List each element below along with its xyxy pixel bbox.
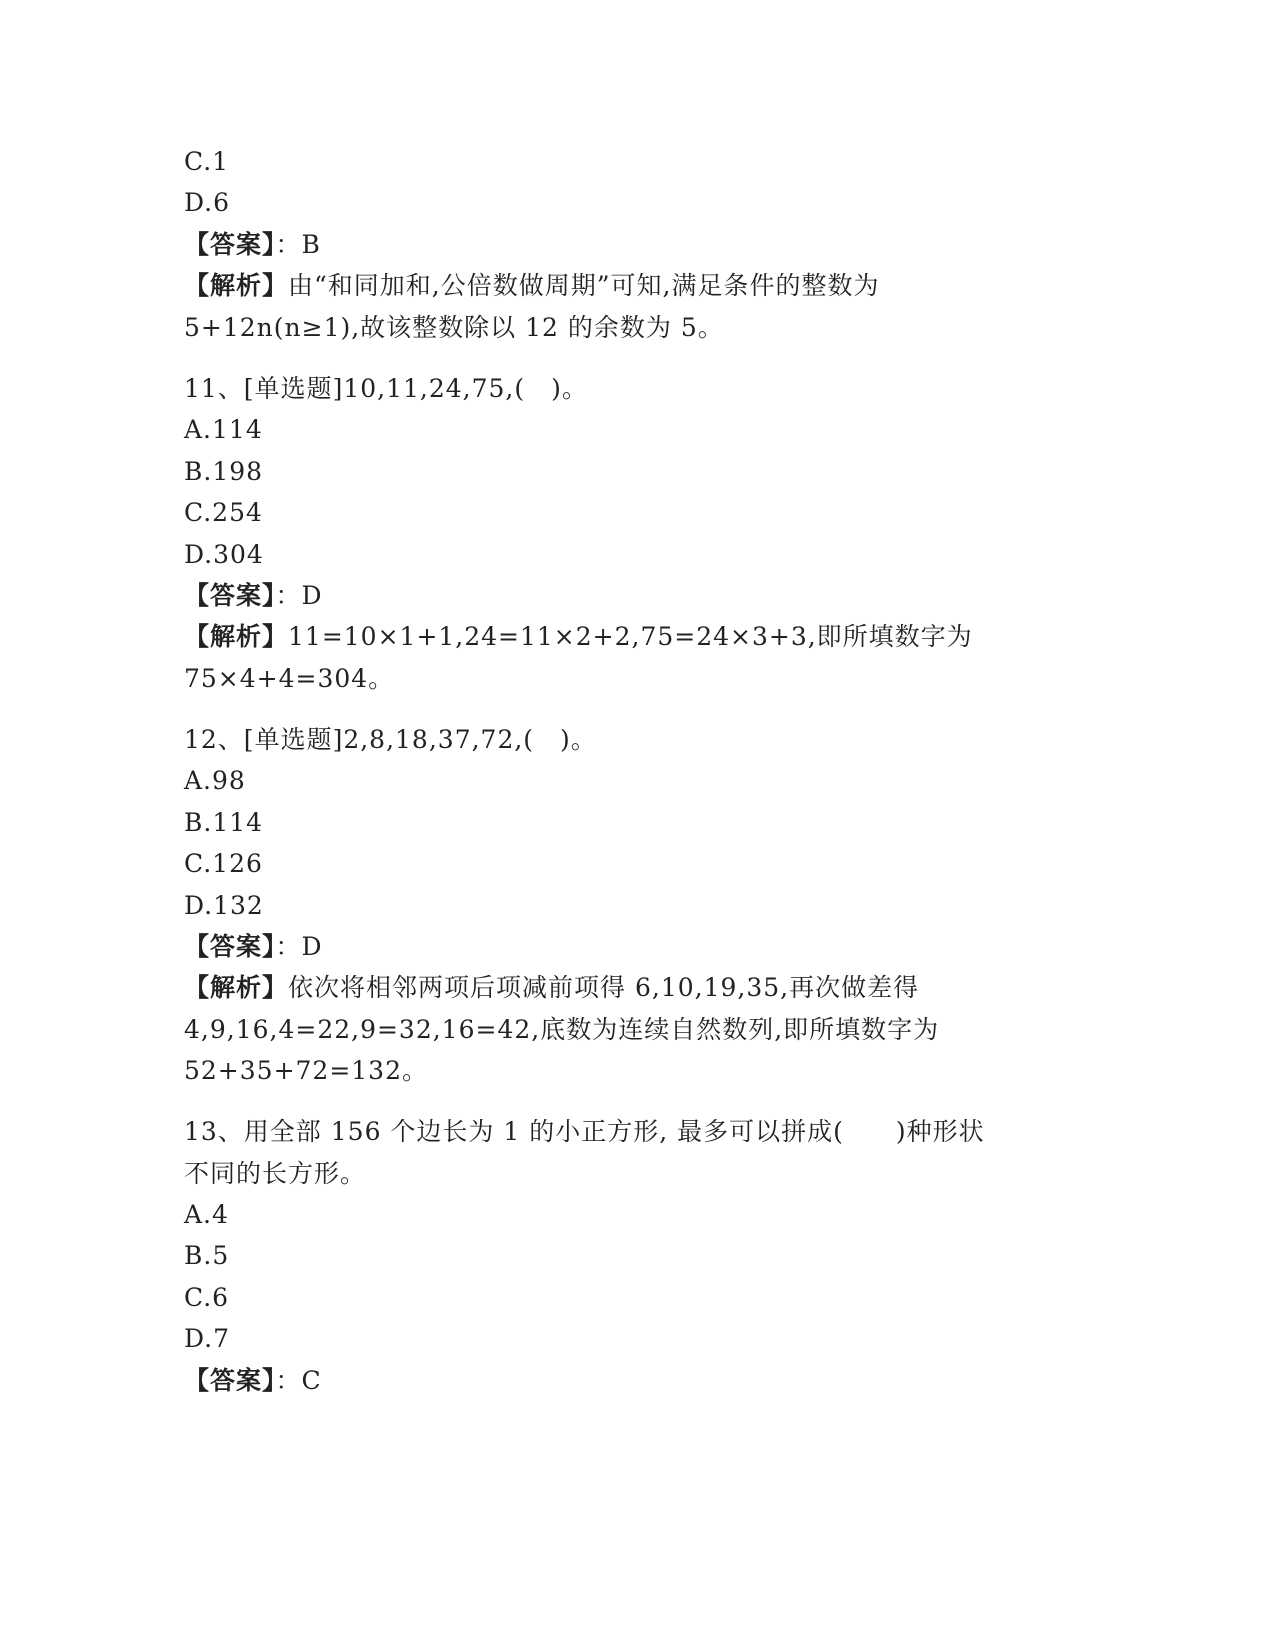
q13-option-b: B.5 (184, 1241, 230, 1270)
analysis-label: 【解析】 (184, 973, 289, 1002)
q11-analysis-line (184, 621, 973, 653)
answer-value: ：B (275, 230, 321, 259)
analysis-label: 【解析】 (184, 622, 289, 651)
analysis-line-2: 5+12n(n≥1),故该整数除以 12 的余数为 5。 (184, 313, 724, 342)
answer-value: ：C (275, 1366, 322, 1395)
q12-option-d: D.132 (184, 891, 264, 920)
q11-analysis-line-2: 75×4+4=304。 (184, 664, 395, 693)
question-12-stem: 12、[单选题]2,8,18,37,72,( )。 (184, 725, 597, 754)
q12-analysis-line (184, 972, 919, 1004)
q11-answer-line (184, 580, 323, 612)
q11-option-b: B.198 (184, 457, 264, 486)
answer-value: ：D (275, 581, 323, 610)
analysis-text: 由“和同加和,公倍数做周期”可知,满足条件的整数为 (288, 271, 880, 300)
analysis-line (184, 270, 879, 302)
answer-label: 【答案】 (184, 230, 276, 259)
analysis-label: 【解析】 (184, 271, 289, 300)
q12-analysis-line-2: 4,9,16,4=22,9=32,16=42,底数为连续自然数列,即所填数字为 (184, 1015, 940, 1044)
question-13-stem: 13、用全部 156 个边长为 1 的小正方形, 最多可以拼成( )种形状 (184, 1117, 985, 1146)
q12-analysis-line-3: 52+35+72=132。 (184, 1056, 428, 1085)
q12-option-a: A.98 (184, 766, 246, 795)
answer-line (184, 229, 321, 261)
answer-label: 【答案】 (184, 932, 276, 961)
q12-answer-line (184, 931, 323, 963)
q13-option-d: D.7 (184, 1324, 231, 1353)
answer-label: 【答案】 (184, 1366, 276, 1395)
option-c: C.1 (184, 147, 230, 176)
q12-option-c: C.126 (184, 849, 263, 878)
q11-option-c: C.254 (184, 498, 263, 527)
q11-option-d: D.304 (184, 540, 264, 569)
analysis-text: 依次将相邻两项后项减前项得 6,10,19,35,再次做差得 (288, 973, 920, 1002)
q13-option-a: A.4 (184, 1200, 229, 1229)
answer-label: 【答案】 (184, 581, 276, 610)
q11-option-a: A.114 (184, 415, 263, 444)
q12-option-b: B.114 (184, 808, 264, 837)
analysis-text: 11=10×1+1,24=11×2+2,75=24×3+3,即所填数字为 (288, 622, 973, 651)
q13-answer-line (184, 1365, 322, 1397)
question-13-stem-2: 不同的长方形。 (184, 1159, 367, 1188)
option-d: D.6 (184, 188, 231, 217)
question-11-stem: 11、[单选题]10,11,24,75,( )。 (184, 374, 588, 403)
answer-value: ：D (275, 932, 323, 961)
q13-option-c: C.6 (184, 1283, 230, 1312)
